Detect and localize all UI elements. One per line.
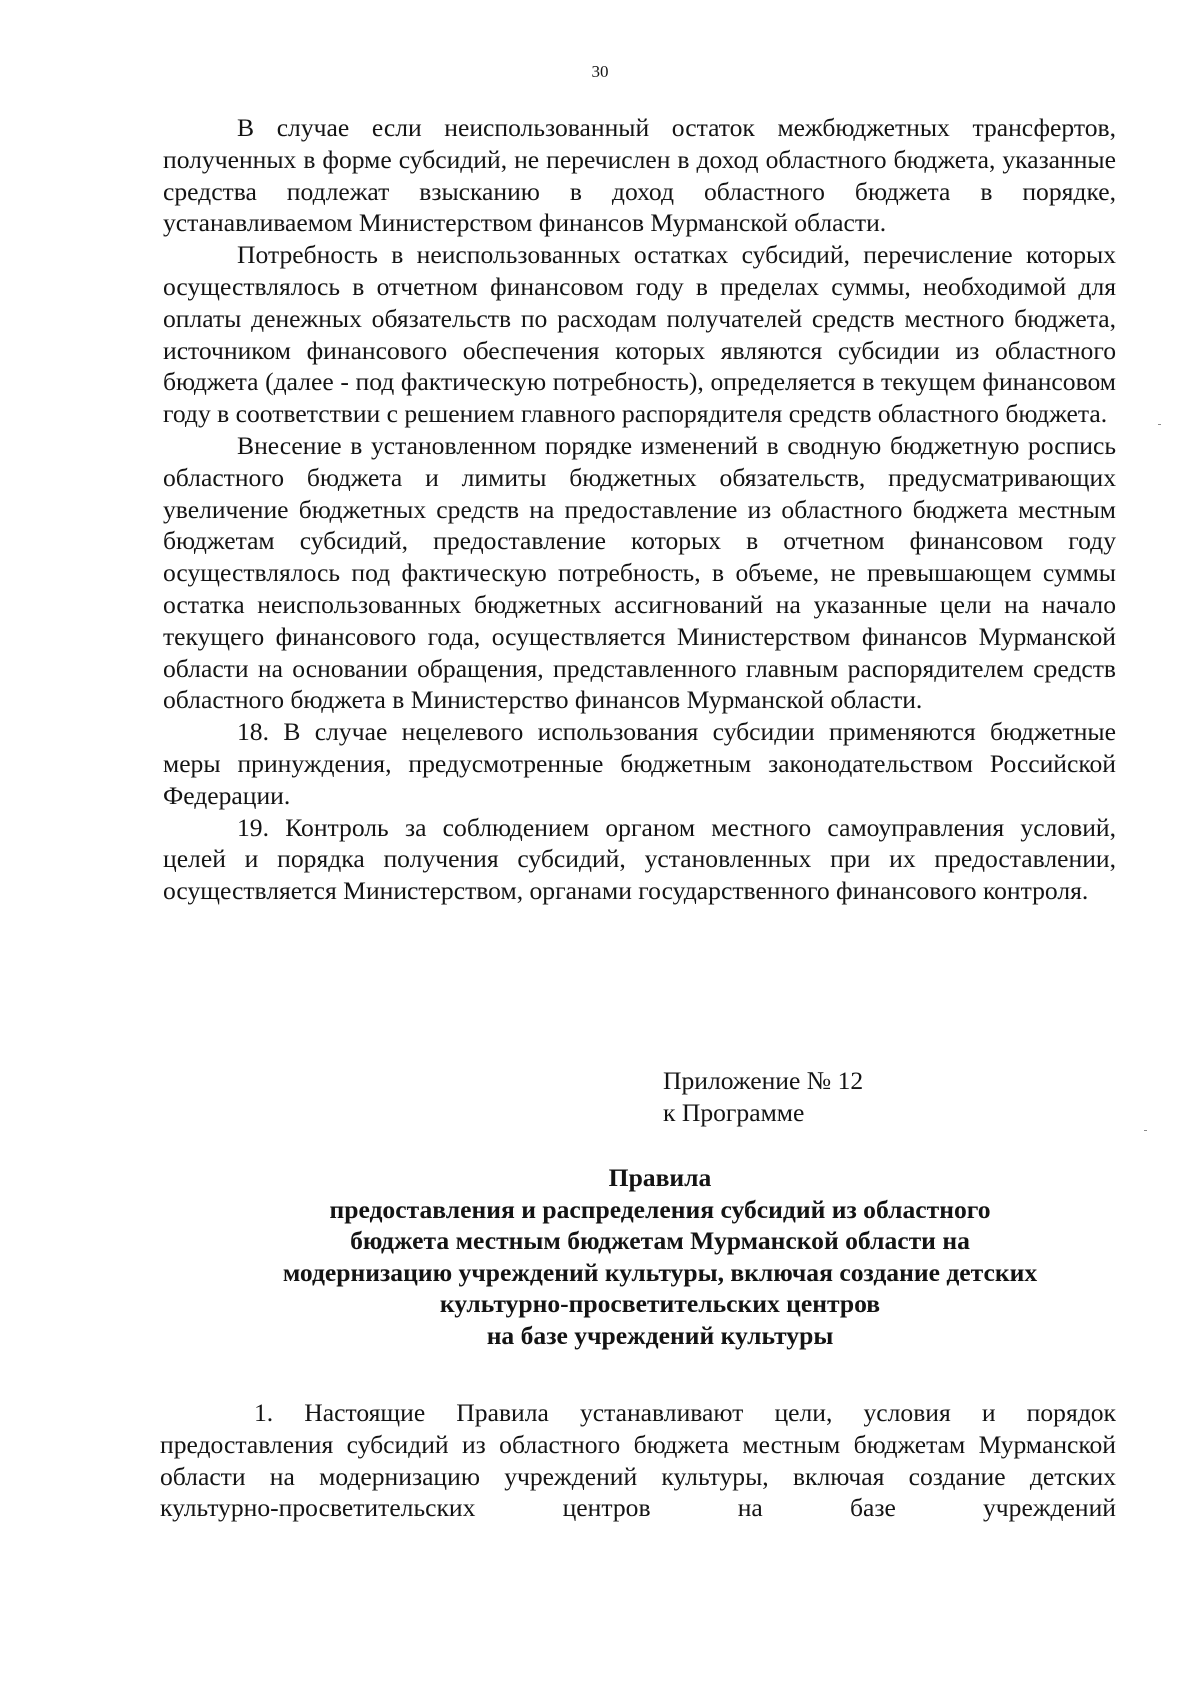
- paragraph-unused-balance: В случае если неиспользованный остаток межбюджетных трансфертов, полученных в форме субсидий, не перечислен в доход областного бюджета, указанные средства подлежат взысканию в доход областного бюджета в порядке, устанавливаемом Министерством финансов Мурманской области.: [163, 113, 1116, 238]
- rules-title: [180, 1162, 1140, 1352]
- rules-paragraph-1: 1. Настоящие Правила устанавливают цели, условия и порядок предоставления субсидий из областного бюджета местным бюджетам Мурманской области на модернизацию учреждений культуры, включая создание детских культурно-просветительских центров на базе учреждений: [160, 1398, 1116, 1523]
- paragraph-budget-changes: Внесение в установленном порядке изменений в сводную бюджетную роспись областного бюджета и лимиты бюджетных обязательств, предусматривающих увеличение бюджетных средств на предоставление из областного бюджета местным бюджетам субсидий, предоставление которых в отчетном финансовом году осуществлялось под фактическую потребность, в объеме, не превышающем суммы остатка неиспользованных бюджетных ассигнований на указанные цели на начало текущего финансового года, осуществляется Министерством финансов Мурманской области на основании обращения, представленного главным распорядителем средств областного бюджета в Министерство финансов Мурманской области.: [163, 430, 1116, 715]
- scan-mark: [1144, 1130, 1147, 1131]
- appendix-program: к Программе: [663, 1098, 805, 1127]
- paragraph-item-18: 18. В случае нецелевого использования субсидии применяются бюджетные меры принуждения, предусмотренные бюджетным законодательством Российской Федерации.: [163, 717, 1116, 810]
- rules-title-line: предоставления и распределения субсидий из областного: [329, 1194, 991, 1224]
- rules-title-line: бюджета местным бюджетам Мурманской области на: [350, 1226, 970, 1256]
- paragraph-item-19: 19. Контроль за соблюдением органом местного самоуправления условий, целей и порядка получения субсидий, установленных при их предоставлении, осуществляется Министерством, органами государственного финансового контроля.: [163, 812, 1116, 906]
- scan-mark: [1158, 424, 1161, 425]
- page-number: 30: [591, 62, 609, 81]
- appendix-number: Приложение № 12: [663, 1066, 864, 1095]
- rules-title-line: Правила: [608, 1163, 712, 1192]
- rules-title-line: на базе учреждений культуры: [486, 1320, 834, 1350]
- rules-title-line: модернизацию учреждений культуры, включая создание детских: [282, 1257, 1038, 1287]
- rules-body: [160, 1397, 1116, 1524]
- rules-title-line: культурно-просветительских центров: [439, 1289, 881, 1319]
- appendix-reference: [663, 1065, 863, 1129]
- paragraph-need-for-balances: Потребность в неиспользованных остатках субсидий, перечисление которых осуществлялось в отчетном финансовом году в пределах суммы, необходимой для оплаты денежных обязательств по расходам получателей средств местного бюджета, источником финансового обеспечения которых являются субсидии из областного бюджета (далее - под фактическую потребность), определяется в текущем финансовом году в соответствии с решением главного распорядителя средств областного бюджета.: [163, 240, 1116, 429]
- document-body: [163, 112, 1116, 907]
